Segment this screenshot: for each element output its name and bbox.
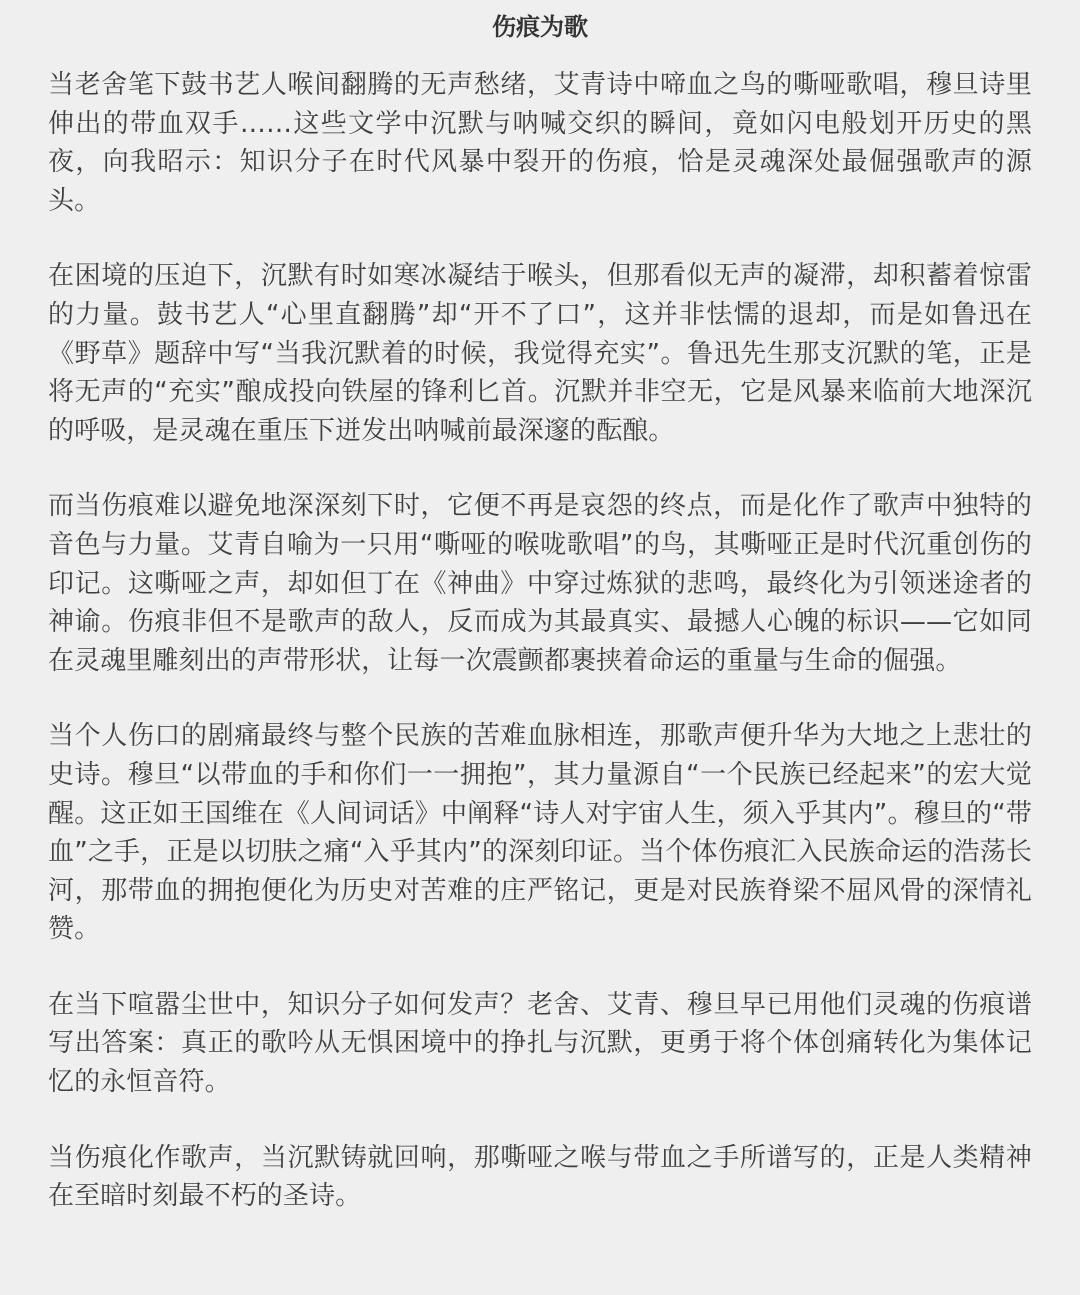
paragraph-3: 而当伤痕难以避免地深深刻下时，它便不再是哀怨的终点，而是化作了歌声中独特的音色与力量。艾青自喻为一只用“嘶哑的喉咙歌唱”的鸟，其嘶哑正是时代沉重创伤的印记。这嘶哑之声，却如但丁在《神曲》中穿过炼狱的悲鸣，最终化为引领迷途者的神谕。伤痕非但不是歌声的敌人，反而成为其最真实、最撼人心魄的标识——它如同在灵魂里雕刻出的声带形状，让每一次震颤都裹挟着命运的重量与生命的倔强。 (48, 491, 1032, 676)
essay-title: 伤痕为歌 (492, 13, 588, 41)
paragraph-4: 当个人伤口的剧痛最终与整个民族的苦难血脉相连，那歌声便升华为大地之上悲壮的史诗。穆旦“以带血的手和你们一一拥抱”，其力量源自“一个民族已经起来”的宏大觉醒。这正如王国维在《人间词话》中阐释“诗人对宇宙人生，须入乎其内”。穆旦的“带血”之手，正是以切肤之痛“入乎其内”的深刻印证。当个体伤痕汇入民族命运的浩荡长河，那带血的拥抱便化为历史对苦难的庄严铭记，更是对民族脊梁不屈风骨的深情礼赞。 (48, 721, 1032, 945)
paragraph-1: 当老舍笔下鼓书艺人喉间翻腾的无声愁绪，艾青诗中啼血之鸟的嘶哑歌唱，穆旦诗里伸出的带血双手……这些文学中沉默与呐喊交织的瞬间，竟如闪电般划开历史的黑夜，向我昭示：知识分子在时代风暴中裂开的伤痕，恰是灵魂深处最倔强歌声的源头。 (48, 70, 1032, 216)
paragraph-2: 在困境的压迫下，沉默有时如寒冰凝结于喉头，但那看似无声的凝滞，却积蓄着惊雷的力量。鼓书艺人“心里直翻腾”却“开不了口”，这并非怯懦的退却，而是如鲁迅在《野草》题辞中写“当我沉默着的时候，我觉得充实”。鲁迅先生那支沉默的笔，正是将无声的“充实”酿成投向铁屋的锋利匕首。沉默并非空无，它是风暴来临前大地深沉的呼吸，是灵魂在重压下迸发出呐喊前最深邃的酝酿。 (48, 261, 1032, 446)
paragraph-5: 在当下喧嚣尘世中，知识分子如何发声？老舍、艾青、穆旦早已用他们灵魂的伤痕谱写出答案：真正的歌吟从无惧困境中的挣扎与沉默，更勇于将个体创痛转化为集体记忆的永恒音符。 (48, 989, 1032, 1098)
paragraph-6: 当伤痕化作歌声，当沉默铸就回响，那嘶哑之喉与带血之手所谱写的，正是人类精神在至暗时刻最不朽的圣诗。 (48, 1142, 1032, 1212)
